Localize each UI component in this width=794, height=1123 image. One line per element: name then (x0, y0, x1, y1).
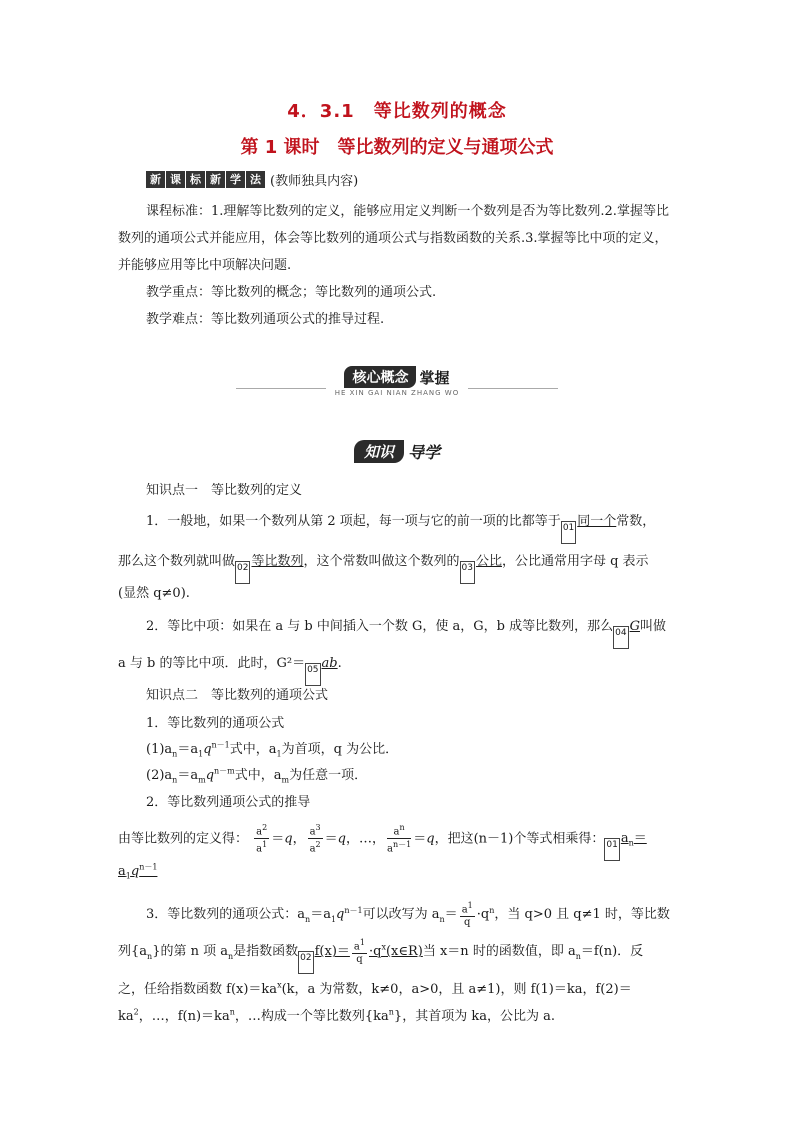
text-segment: ＝a (310, 907, 331, 923)
kp2-s3-line4: $ka^2$，…，$f(n)=ka^n$，…构成一个等比数列$\{ka^n\}$，其首项为 ka，公比为 a. (118, 1007, 555, 1024)
curriculum-standard: 课程标准：1.理解等比数列的定义，能够应用定义判断一个数列是否为等比数列.2.掌握等比数列的通项公式并能应用，体会等比数列的通项公式与指数函数的关系.3.掌握等比中项的定义，并能够应用等比中项解决问题. (118, 204, 669, 273)
new-curriculum-badge (146, 171, 266, 188)
text-segment: ＝f(n)．反 (580, 944, 644, 960)
text-segment: ，…，f(n)＝ka (138, 1009, 230, 1024)
kp2-s3-line2: 列$\{a_n\}$的第 n 项 $a_n$是指数函数 02 f(x)＝ $\frac{a^1}{q}$ $\cdot q^x(x\in R)$当 x＝n 时的函数值，即 $a_n=f(n)$．反 (118, 937, 678, 974)
kp2-derivation-cont (118, 862, 678, 881)
badge-char: 法 (246, 171, 265, 188)
kp2-s3-line1: 3．等比数列的通项公式：$a_n=a_1q^{n-1}$可以改写为 $a_n=$ $\frac{a^1}{q}$ $\cdot q^n$，当 q>0 且 q≠1 时，等比数 (146, 901, 670, 929)
answer-blank-06: 01 (604, 838, 619, 861)
text-segment: ，当 q>0 且 q≠1 时，等比数 (494, 907, 670, 923)
kp1-p1-line3: (显然 q≠0). (118, 586, 190, 601)
new-curriculum-badge-row (146, 170, 358, 189)
fraction-a2-a1: $\frac{a^2}{a^1}$ (256, 823, 268, 855)
text-segment: 由等比数列的定义得： (118, 831, 249, 847)
text-segment: (2)a (146, 768, 173, 783)
kp1-p2-line1 (146, 615, 706, 649)
answer-blank-01: 01 (561, 521, 576, 544)
text-segment: a 与 b 的等比中项．此时，G²＝ (118, 656, 306, 671)
fraction-a1-q: $\frac{a^1}{q}$ (461, 901, 473, 929)
text-segment: ，公比通常用字母 q 表示 (501, 554, 649, 569)
answer-text: $a_1q^{n-1}$ (118, 863, 158, 881)
text-segment: 为首项，q 为公比． (281, 742, 399, 757)
core-concept-banner (0, 366, 794, 397)
text-segment: ，这个常数叫做这个数列的 (303, 554, 460, 569)
master-label: 掌握 (419, 368, 450, 387)
kp1-p1-line1 (146, 510, 706, 544)
banner-pinyin: HE XIN GAI NIAN ZHANG WO (334, 389, 460, 397)
kp1-heading: 知识点一 等比数列的定义 (146, 483, 303, 498)
kp2-s3-line3: 之，任给指数函数 $f(x)=ka^x(k$，a 为常数，k≠0，a>0，且 a≠1)，则 f(1)＝ka，f(2)＝ (118, 980, 632, 997)
text-segment: 是指数函数 (233, 944, 299, 960)
kp2-formula1: $(1)a_n=a_1q^{n-1}$式中，$a_1$为首项，q 为公比． (146, 740, 399, 759)
answer-blank-05: 05 (305, 663, 320, 686)
text-segment: ·q (476, 907, 490, 923)
teacher-only-note: (教师独具内容) (270, 174, 359, 189)
text-segment: ＝ (444, 907, 458, 923)
text-segment: 叫做 (639, 619, 666, 634)
badge-char: 新 (206, 171, 225, 188)
answer-blank-04: 04 (613, 626, 628, 649)
answer-text: f(x)＝ $\frac{a^1}{q}$ $\cdot q^x(x\in R)$ (314, 938, 423, 966)
text-segment: 式中，a (234, 768, 282, 783)
kp2-derivation: 由等比数列的定义得： $\frac{a^2}{a^1}$ ＝q， $\frac{a^3}{a^2}$ ＝q，…， $\frac{a^n}{a^{n-1}}$ ＝q，把这(n－1)个等式相乘得： 01 $a_n=$ (118, 822, 678, 861)
text-segment: 常数， (616, 514, 656, 529)
answer-blank-03: 03 (460, 561, 475, 584)
kp2-s1: 1．等比数列的通项公式 (146, 716, 285, 731)
text-segment: (1)a (146, 742, 173, 757)
text-segment: }的第 n 项 a (152, 944, 228, 960)
knowledge-guide-header (0, 440, 794, 463)
answer-text: ab (321, 656, 338, 671)
text-segment: (k，a 为常数，k≠0，a>0，且 a≠1)，则 f(1)＝ka，f(2)＝ (281, 982, 632, 997)
text-segment: 3．等比数列的通项公式：a (146, 907, 306, 923)
knowledge-label: 知识 (354, 440, 404, 463)
text-segment: ＝a (177, 742, 199, 757)
badge-char: 新 (146, 171, 165, 188)
answer-blank-02: 02 (235, 561, 250, 584)
text-segment: q (203, 742, 212, 757)
text-segment: 2．等比中项：如果在 a 与 b 中间插入一个数 G，使 a，G，b 成等比数列，那么 (146, 619, 614, 634)
text-segment: 1．一般地，如果一个数列从第 2 项起，每一项与它的前一项的比都等于 (146, 514, 561, 529)
text-segment: . (337, 656, 342, 671)
text-segment: ，…构成一个等比数列{ka (234, 1009, 389, 1024)
badge-char: 学 (226, 171, 245, 188)
fraction-a3-a2: $\frac{a^3}{a^2}$ (309, 823, 321, 855)
lesson-title: 4．3.1 等比数列的概念 (287, 101, 507, 122)
teaching-key-point: 教学重点：等比数列的概念；等比数列的通项公式. (146, 285, 437, 300)
answer-text: 公比 (475, 554, 502, 569)
kp2-heading: 知识点二 等比数列的通项公式 (146, 688, 329, 703)
teaching-difficulty: 教学难点：等比数列通项公式的推导过程. (146, 312, 385, 327)
fraction-an-an1: $\frac{a^n}{a^{n-1}}$ (387, 823, 412, 855)
answer-blank-07: 02 (298, 951, 313, 974)
kp1-p2-line2 (118, 652, 678, 686)
lesson-subtitle: 第 1 课时 等比数列的定义与通项公式 (240, 137, 554, 158)
badge-char: 课 (166, 171, 185, 188)
text-segment: 式中，a (229, 742, 277, 757)
text-segment: 可以改写为 a (362, 907, 440, 923)
text-segment: 当 x＝n 时的函数值，即 a (422, 944, 576, 960)
text-segment: q (336, 907, 345, 923)
core-concept-label: 核心概念 (344, 366, 416, 388)
text-segment: }，其首项为 ka，公比为 a. (393, 1009, 555, 1024)
text-segment: 那么这个数列就叫做 (118, 554, 236, 569)
kp1-p1-line2 (118, 550, 678, 584)
guide-label: 导学 (408, 443, 441, 462)
text-segment: 之，任给指数函数 f(x)＝ka (118, 982, 278, 997)
answer-text: G (629, 619, 640, 634)
kp2-s2: 2．等比数列通项公式的推导 (146, 795, 311, 810)
text-segment: ＝a (177, 768, 199, 783)
text-segment: 列{a (118, 944, 148, 960)
text-segment: q (205, 768, 215, 783)
badge-char: 标 (186, 171, 205, 188)
kp2-formula2: $(2)a_n=a_mq^{n-m}$式中，$a_m$为任意一项． (146, 766, 368, 785)
answer-text: 等比数列 (251, 554, 304, 569)
text-segment: 为任意一项． (289, 768, 368, 783)
text-segment: ，把这(n－1)个等式相乘得： (434, 831, 605, 847)
answer-text: 同一个 (577, 514, 617, 529)
text-segment: ka (118, 1009, 134, 1024)
answer-text: $a_n=$ (620, 831, 647, 848)
